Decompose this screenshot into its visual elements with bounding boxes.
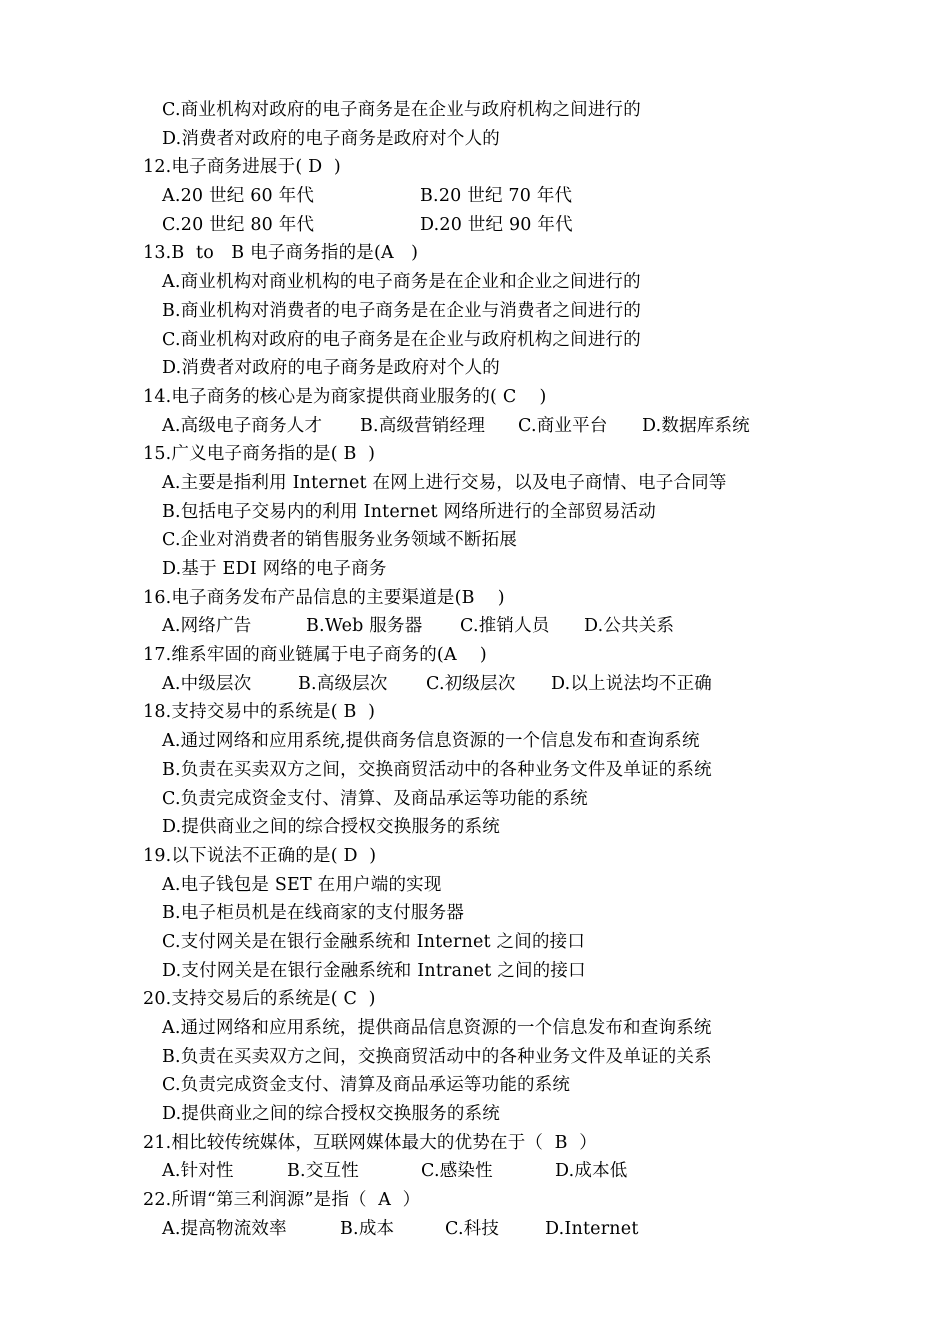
option-text: B.高级层次 bbox=[298, 673, 388, 694]
option-text: A.主要是指利用 Internet 在网上进行交易，以及电子商情、电子合同等 bbox=[162, 472, 727, 493]
option-text: A.通过网络和应用系统，提供商品信息资源的一个信息发布和查询系统 bbox=[162, 1018, 712, 1038]
option-row bbox=[0, 670, 950, 699]
option-text: C.支付网关是在银行金融系统和 Internet 之间的接口 bbox=[162, 931, 586, 952]
option-row bbox=[0, 612, 950, 641]
option-text: D.消费者对政府的电子商务是政府对个人的 bbox=[162, 128, 500, 149]
option-text: B.负责在买卖双方之间，交换商贸活动中的各种业务文件及单证的关系 bbox=[162, 1046, 712, 1067]
option-text: A.网络广告 bbox=[162, 616, 252, 637]
option-text: A.高级电子商务人才 bbox=[162, 415, 323, 436]
option-row bbox=[0, 1157, 950, 1186]
option-text: D.提供商业之间的综合授权交换服务的系统 bbox=[162, 817, 500, 838]
option-text: B.Web 服务器 bbox=[306, 616, 423, 637]
option-text: D.基于 EDI 网络的电子商务 bbox=[162, 559, 387, 579]
question-text: 17.维系牢固的商业链属于电子商务的(A ) bbox=[143, 645, 487, 666]
option-text: C.负责完成资金支付、清算、及商品承运等功能的系统 bbox=[162, 788, 588, 809]
option-text: A.提高物流效率 bbox=[162, 1218, 287, 1239]
option-text: B.包括电子交易内的利用 Internet 网络所进行的全部贸易活动 bbox=[162, 501, 656, 522]
option-text: D.成本低 bbox=[555, 1161, 628, 1182]
question-list bbox=[0, 96, 950, 1244]
option-text: B.商业机构对消费者的电子商务是在企业与消费者之间进行的 bbox=[162, 300, 642, 321]
option-text: A.电子钱包是 SET 在用户端的实现 bbox=[162, 874, 442, 895]
option-row bbox=[0, 211, 950, 240]
option-text: A.20 世纪 60 年代 bbox=[162, 186, 315, 207]
option-text: B.成本 bbox=[340, 1218, 395, 1239]
option-text: D.公共关系 bbox=[584, 616, 675, 637]
option-text: C.感染性 bbox=[421, 1161, 493, 1182]
option-text: B.高级营销经理 bbox=[360, 415, 486, 436]
option-text: C.企业对消费者的销售服务业务领域不断拓展 bbox=[162, 530, 518, 551]
question-text: 14.电子商务的核心是为商家提供商业服务的( C ) bbox=[143, 386, 547, 407]
question-text: 18.支持交易中的系统是( B ) bbox=[143, 702, 376, 723]
option-text: B.负责在买卖双方之间，交换商贸活动中的各种业务文件及单证的系统 bbox=[162, 759, 712, 780]
option-text: C.商业机构对政府的电子商务是在企业与政府机构之间进行的 bbox=[162, 329, 641, 350]
option-text: C.科技 bbox=[445, 1218, 500, 1239]
question-text: 21.相比较传统媒体，互联网媒体最大的优势在于（ B ） bbox=[143, 1132, 597, 1153]
option-text: D.数据库系统 bbox=[642, 415, 750, 436]
option-row bbox=[0, 182, 950, 211]
option-row bbox=[0, 412, 950, 441]
option-text: A.商业机构对商业机构的电子商务是在企业和企业之间进行的 bbox=[162, 272, 641, 293]
option-text: D.支付网关是在银行金融系统和 Intranet 之间的接口 bbox=[162, 960, 586, 981]
option-text: D.以上说法均不正确 bbox=[551, 673, 712, 694]
question-text: 12.电子商务进展于( D ) bbox=[143, 157, 341, 178]
option-text: A.中级层次 bbox=[162, 673, 252, 694]
option-text: B.电子柜员机是在线商家的支付服务器 bbox=[162, 903, 465, 924]
option-text: C.初级层次 bbox=[426, 673, 516, 694]
option-text: C.20 世纪 80 年代 bbox=[162, 214, 315, 235]
option-text: B.20 世纪 70 年代 bbox=[420, 186, 573, 207]
option-text: A.通过网络和应用系统,提供商务信息资源的一个信息发布和查询系统 bbox=[162, 731, 700, 752]
option-text: D.提供商业之间的综合授权交换服务的系统 bbox=[162, 1104, 500, 1125]
question-text: 20.支持交易后的系统是( C ) bbox=[143, 989, 376, 1010]
option-text: D.20 世纪 90 年代 bbox=[420, 214, 573, 235]
option-text: D.Internet bbox=[545, 1218, 639, 1239]
option-text: C.负责完成资金支付、清算及商品承运等功能的系统 bbox=[162, 1075, 571, 1096]
option-text: B.交互性 bbox=[287, 1161, 359, 1182]
option-text: C.商业平台 bbox=[518, 415, 608, 436]
option-row bbox=[0, 1215, 950, 1244]
option-text: C.商业机构对政府的电子商务是在企业与政府机构之间进行的 bbox=[162, 100, 641, 120]
question-text: 15.广义电子商务指的是( B ) bbox=[143, 444, 376, 465]
option-text: D.消费者对政府的电子商务是政府对个人的 bbox=[162, 358, 500, 379]
question-text: 16.电子商务发布产品信息的主要渠道是(B ) bbox=[143, 587, 505, 608]
question-text: 19.以下说法不正确的是( D ) bbox=[143, 845, 377, 866]
question-text: 22.所谓“第三利润源”是指（ A ） bbox=[143, 1190, 421, 1211]
option-text: A.针对性 bbox=[162, 1161, 234, 1182]
option-text: C.推销人员 bbox=[460, 616, 550, 637]
question-text: 13.B to B 电子商务指的是(A ) bbox=[143, 243, 419, 264]
